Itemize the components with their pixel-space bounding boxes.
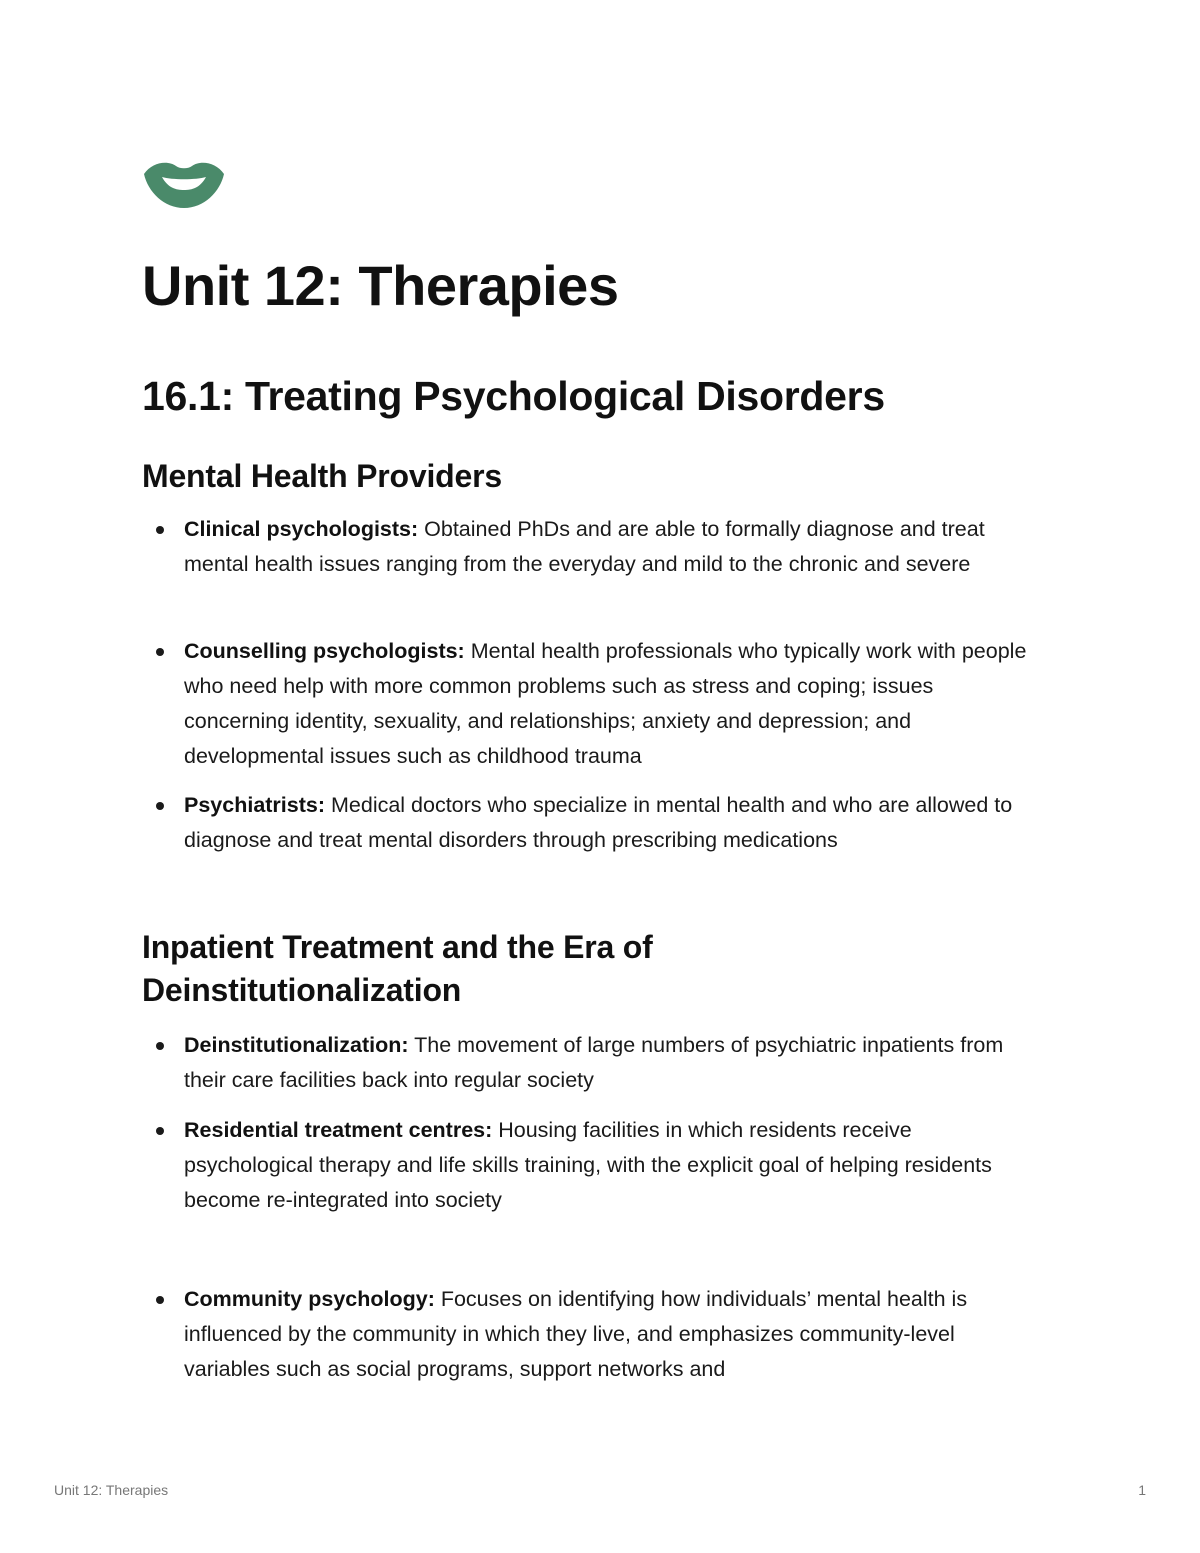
list-item [184,634,1044,774]
page-number: 1 [1138,1482,1146,1498]
list-item-term: Residential treatment centres: [184,1118,493,1142]
inpatient-heading: Inpatient Treatment and the Era of Deinstitutionalization [142,929,653,1008]
list-item [184,1282,1044,1387]
list-item-text: Housing facilities in which residents receive psychological therapy and life skills training, with the explicit goal of helping residents become re-integrated into society [184,1118,992,1212]
section-heading: 16.1: Treating Psychological Disorders [142,373,885,419]
footer-title: Unit 12: Therapies [54,1482,169,1498]
list-item-text: Medical doctors who specialize in mental health and who are allowed to diagnose and treat mental disorders through prescribing medications [184,793,1013,852]
list-item-term: Psychiatrists: [184,793,326,817]
list-item-term: Deinstitutionalization: [184,1033,409,1057]
list-item-term: Counselling psychologists: [184,639,465,663]
list-item-term: Community psychology: [184,1287,435,1311]
list-item-text: Focuses on identifying how individuals’ mental health is influenced by the community in which they live, and emphasizes community-level variables such as social programs, support networks and [184,1287,968,1381]
page-title: Unit 12: Therapies [142,254,619,317]
providers-heading: Mental Health Providers [142,458,502,494]
list-item-text: Obtained PhDs and are able to formally diagnose and treat mental health issues ranging from the everyday and mild to the chronic and severe [184,517,985,576]
list-item [184,788,1044,858]
lips-icon [142,158,226,210]
list-item [184,512,1044,582]
list-item-text: The movement of large numbers of psychiatric inpatients from their care facilities back into regular society [184,1033,1004,1092]
list-item [184,1028,1044,1098]
list-item [184,1113,1044,1218]
list-item-term: Clinical psychologists: [184,517,419,541]
list-item-text: Mental health professionals who typically work with people who need help with more common problems such as stress and coping; issues concerning identity, sexuality, and relationships; anxiety and depression; and developmental issues such as childhood trauma [184,639,1027,768]
